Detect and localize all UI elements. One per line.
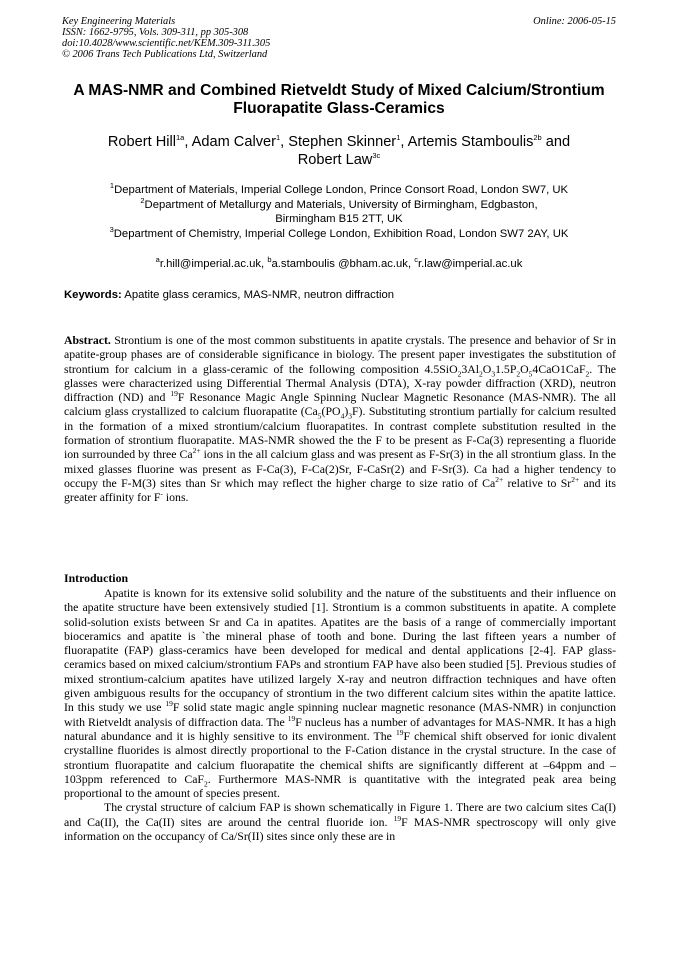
abstract-text: ) [344,404,349,419]
authors-line-1 [62,133,616,151]
abstract-text: O [482,361,492,376]
superscript: 19 [395,728,404,738]
author-conjunction: and [541,134,571,150]
page-header [62,16,616,60]
email-marker: b [267,255,272,265]
affiliation-3 [62,227,616,242]
author-name: , Adam Calver [184,134,276,150]
journal-name: Key Engineering Materials [62,16,176,27]
email-marker: c [414,255,418,265]
author-list [62,133,616,169]
abstract-text: 4CaO1CaF [532,361,586,376]
abstract-text: 3Al [461,361,480,376]
author-superscript: 2b [533,133,542,143]
author-superscript: 1 [275,133,281,143]
affiliation-text: Department of Metallurgy and Materials, University of Birmingham, Edgbaston, [144,198,538,211]
doi-line: doi:10.4028/www.scientific.net/KEM.309-311.305 [62,38,271,49]
subscript: 5 [317,411,322,421]
author-name: , Artemis Stamboulis [400,134,534,150]
email-address: a.stamboulis @bham.ac.uk, [271,258,415,270]
intro-paragraph-2 [64,800,616,843]
issn-line: ISSN: 1662-9795, Vols. 309-311, pp 305-308 [62,27,249,38]
email-address: r.law@imperial.ac.uk [417,258,523,270]
abstract-text: and its greater affinity for F [64,475,616,505]
keywords-text: Apatite glass ceramics, MAS-NMR, neutron diffraction [121,289,395,301]
intro-text: F MAS-NMR spectroscopy will only give information on the occupancy of Ca/Sr(II) sites since only these are in [64,814,617,844]
subscript: 5 [528,368,533,378]
abstract-text: F Resonance Magic Angle Spinning Nuclear Magnetic Resonance (MAS-NMR). The all calcium glass crystallized to calcium fluorapatite (Ca [64,390,617,419]
email-address: r.hill@imperial.ac.uk, [159,258,268,270]
author-superscript: 1a [175,133,185,143]
author-superscript: 1 [396,133,401,143]
author-name: Robert Hill [107,134,176,150]
affiliation-marker: 3 [109,225,114,235]
affiliations [62,183,616,241]
intro-text: F chemical shift observed for ionic divalent crystalline fluorides is almost directly proportional to the F-Cation distance in the crystal structure. In the case of strontium fluorapatite and calcium fluorapatite the chemical shifts are significantly different at –64ppm and –103ppm referenced to CaF [64,728,616,786]
superscript: 19 [393,813,402,823]
subscript: 3 [348,411,352,421]
online-date: Online: 2006-05-15 [533,16,616,27]
affiliation-2-cont: Birmingham B15 2TT, UK [275,213,403,226]
introduction [64,586,616,843]
affiliation-marker: 2 [140,195,145,205]
superscript: 2+ [495,475,504,485]
introduction-heading: Introduction [64,571,129,585]
subscript: 2 [585,368,590,378]
intro-text: The crystal structure of calcium FAP is shown schematically in Figure 1. There are two calcium sites Ca(I) and Ca(II), the Ca(II) sites are around the central fluoride ion. [64,800,616,829]
abstract-text: (PO [321,404,341,419]
subscript: 2 [204,779,208,789]
subscript: 3 [491,368,496,378]
intro-text: Apatite is known for its extensive solid solubility and the nature of the substituents and their influence on the apatite structure have been extensively studied [1]. Strontium is a common substituents in apatite. A complete solid-solution exists between Sr and Ca in apatites. Apatites are the basis of a range of commercially important bioceramics and apatite is `the mineral phase of tooth and bone. During the last fifteen years a number of fluorapatite (FAP) glass-ceramics have been developed for medical and dental applications [2-4]. FAP glass-ceramics based on mixed calcium/strontium FAPs and strontium FAP have also been studied [5]. Previous studies of mixed strontium-calcium apatites have utilized largely X-ray and neutron diffraction techniques and have often given ambiguous results for the occupancy of strontium in the two different calcium sites within the apatite lattice. In this study we use [64,586,616,715]
author-superscript: 3c [372,151,381,161]
abstract-paragraph [64,333,616,505]
copyright-line: © 2006 Trans Tech Publications Ltd, Switzerland [62,49,268,60]
superscript: 19 [165,699,173,709]
affiliation-text: Department of Materials, Imperial College London, Prince Consort Road, London SW7, UK [114,184,569,196]
keywords-label: Keywords: [64,289,122,301]
abstract [64,333,616,505]
authors-line-2 [62,151,616,169]
affiliation-text: Department of Chemistry, Imperial College London, Exhibition Road, London SW7 2AY, UK [113,227,569,240]
abstract-text: relative to Sr [503,475,572,490]
abstract-text: . The glasses were characterized using Differential Thermal Analysis (DTA), X-ray powder diffraction (XRD), neutron diffraction (ND) and [64,361,616,405]
author-name: Robert Law [297,152,373,168]
author-name: , Stephen Skinner [280,134,397,150]
superscript: - [160,489,163,499]
superscript: 19 [287,713,296,723]
subscript: 2 [457,368,462,378]
affiliation-2 [62,195,616,213]
paper-title [62,82,616,118]
email-line [62,257,616,271]
abstract-text: F). Substituting strontium partially for calcium resulted in the formation of a mixed strontium/calcium fluorapatites. In contrast complete substitution resulted in the formation of strontium fluorapatite. MAS-NMR showed the the F to be present as F-Ca(3) representing a fluoride ion surrounded by three Ca [64,404,617,462]
abstract-text: ions. [162,490,189,505]
keywords [64,288,616,302]
subscript: 2 [479,368,483,378]
email-marker: a [155,255,160,265]
abstract-text: O [520,361,529,376]
abstract-label: Abstract. [64,333,111,347]
superscript: 2+ [571,475,580,485]
superscript: 2+ [192,446,201,456]
abstract-text: ions in the all calcium glass and was present as F-Sr(3) in the all strontium glass. In the mixed glasses fluorine was present as F-Ca(3), F-Ca(2)Sr, F-CaSr(2) and F-Sr(3). Ca had a higher tendency to occupy the F-M(3) sites than Sr which may reflect the higher charge to size ratio of Ca [64,447,616,490]
subscript: 4 [340,411,345,421]
subscript: 2 [516,368,521,378]
intro-text: F solid state magic angle spinning nuclear magnetic resonance (MAS-NMR) in conjunction with Rietveldt analysis of diffraction data. The [64,700,617,729]
title-line-1: A MAS-NMR and Combined Rietveldt Study of Mixed Calcium/Strontium [73,82,605,99]
abstract-text: 1.5P [495,361,517,376]
superscript: 19 [170,389,178,399]
intro-text: . Furthermore MAS-NMR is quantitative with the integrated peak area being proportional to the amount of species present. [64,771,616,801]
abstract-text: Strontium is one of the most common substituents in apatite crystals. The presence and behavior of Sr in apatite-group phases are of considerable significance in biology. The present paper investigates the substitution of strontium for calcium in a glass-ceramic of the following composition 4.5SiO [64,333,616,376]
affiliation-marker: 1 [109,181,115,191]
intro-paragraph-1 [64,586,616,800]
affiliation-1 [62,183,616,198]
intro-text: F nucleus has a number of advantages for MAS-NMR. It has a high natural abundance and it is highly sensitive to its environment. The [64,714,617,743]
title-line-2: Fluorapatite Glass-Ceramics [233,100,445,117]
